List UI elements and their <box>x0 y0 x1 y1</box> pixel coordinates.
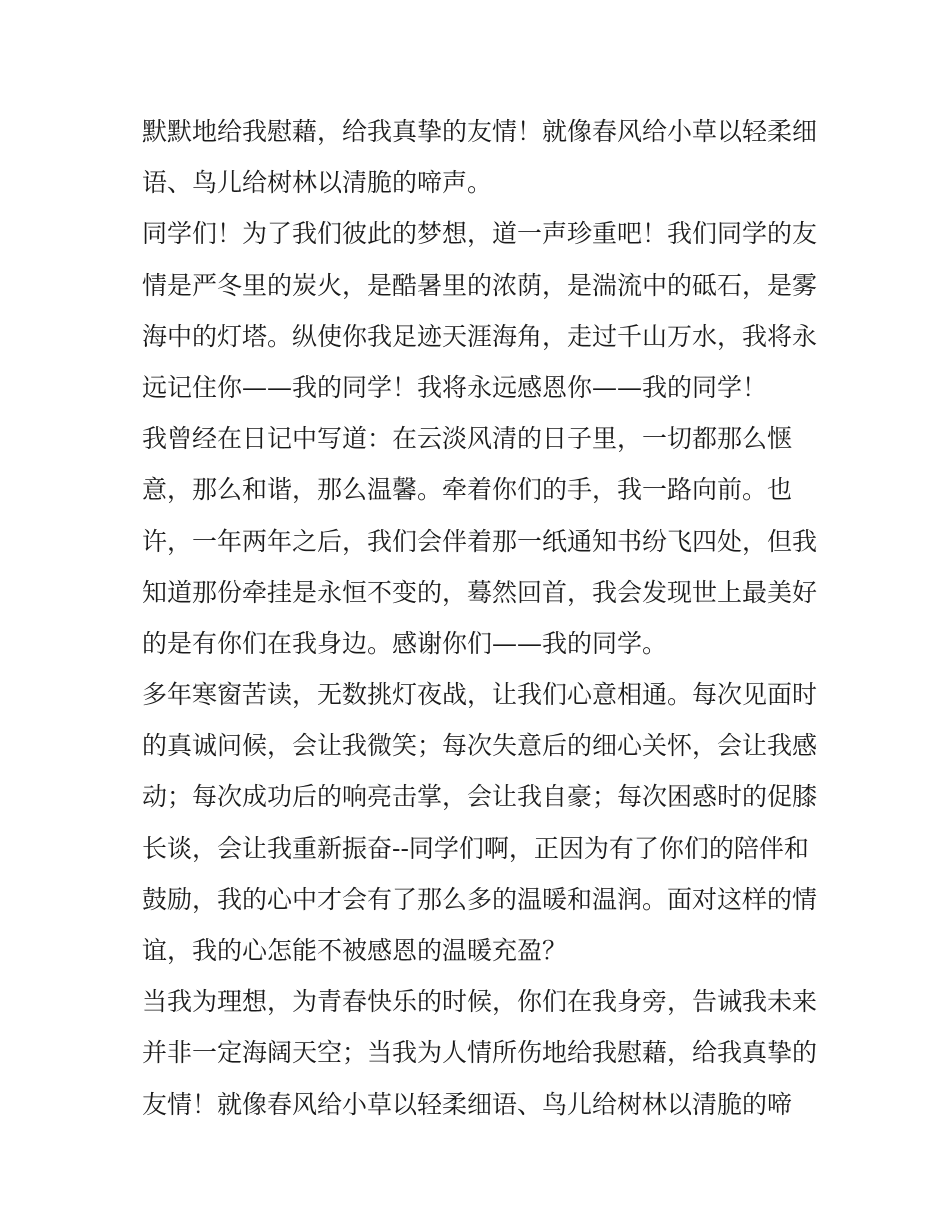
text-line: 同学们！为了我们彼此的梦想，道一声珍重吧！我们同学的友 <box>142 219 818 249</box>
text-line: 长谈，会让我重新振奋--同学们啊，正因为有了你们的陪伴和 <box>142 833 809 863</box>
text-line: 默默地给我慰藉，给我真挚的友情！就像春风给小草以轻柔细 <box>142 117 818 146</box>
document-body <box>142 106 818 1130</box>
text-line: 知道那份牵挂是永恒不变的，蓦然回首，我会发现世上最美好 <box>142 577 818 607</box>
text-line: 友情！就像春风给小草以轻柔细语、鸟儿给树林以清脆的啼 <box>142 1089 793 1119</box>
text-line: 的是有你们在我身边。感谢你们——我的同学。 <box>142 628 668 658</box>
text-line: 意，那么和谐，那么温馨。牵着你们的手，我一路向前。也 <box>142 475 793 505</box>
text-line: 我曾经在日记中写道：在云淡风清的日子里，一切都那么惬 <box>142 424 793 454</box>
text-line: 情是严冬里的炭火，是酷暑里的浓荫，是湍流中的砥石，是雾 <box>142 270 818 300</box>
text-line: 谊，我的心怎能不被感恩的温暖充盈？ <box>142 936 568 965</box>
text-line: 并非一定海阔天空；当我为人情所伤地给我慰藉，给我真挚的 <box>142 1038 818 1068</box>
text-line: 当我为理想，为青春快乐的时候，你们在我身旁，告诫我未来 <box>142 987 818 1017</box>
text-line: 远记住你——我的同学！我将永远感恩你——我的同学！ <box>142 372 768 402</box>
text-line: 海中的灯塔。纵使你我足迹天涯海角，走过千山万水，我将永 <box>142 321 818 351</box>
text-line: 多年寒窗苦读，无数挑灯夜战，让我们心意相通。每次见面时 <box>142 680 818 710</box>
text-line: 的真诚问候，会让我微笑；每次失意后的细心关怀，会让我感 <box>142 731 818 761</box>
text-line: 语、鸟儿给树林以清脆的啼声。 <box>142 168 493 198</box>
text-line: 动；每次成功后的响亮击掌，会让我自豪；每次困惑时的促膝 <box>142 782 818 812</box>
text-line: 鼓励，我的心中才会有了那么多的温暖和温润。面对这样的情 <box>142 884 818 914</box>
text-line: 许，一年两年之后，我们会伴着那一纸通知书纷飞四处，但我 <box>142 526 818 556</box>
